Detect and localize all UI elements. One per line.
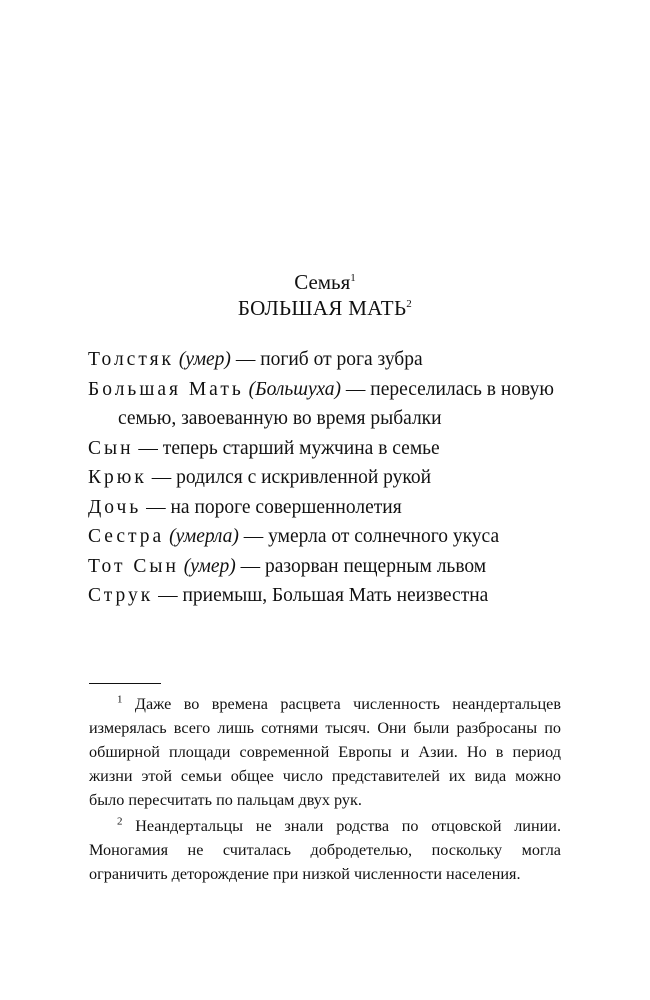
chapter-title-text: Семья xyxy=(294,270,351,294)
member-description: — переселилась в новую семью, завоеванную во время рыбалки xyxy=(118,378,554,429)
family-member-entry xyxy=(88,552,558,582)
family-member-entry xyxy=(88,581,558,611)
footnote-text: Даже во времена расцвета численность неандертальцев измерялась всего лишь сотнями тысяч. Они были разбросаны по обширной площади современной Европы и Азии. Но в период жизни этой семьи общее число представителей их вида можно было пересчитать по пальцам двух рук. xyxy=(89,695,561,809)
member-name: Струк xyxy=(88,585,154,606)
family-member-entry xyxy=(88,434,558,464)
footnote-mark: 1 xyxy=(117,693,123,706)
chapter-subtitle-text: БОЛЬШАЯ МАТЬ xyxy=(237,296,407,320)
member-description: — теперь старший мужчина в семье xyxy=(133,437,440,459)
member-name: Сын xyxy=(88,437,134,459)
member-name: Сестра xyxy=(88,526,165,547)
footnote-mark: 2 xyxy=(117,815,123,828)
family-member-entry xyxy=(88,522,558,552)
member-note: (умер) xyxy=(183,555,236,577)
family-member-entry xyxy=(88,345,558,375)
member-name: Крюк xyxy=(88,467,147,488)
member-name: Большая Мать xyxy=(88,378,244,400)
member-name: Тот Сын xyxy=(88,555,179,577)
member-description: — родился с искривленной рукой xyxy=(146,467,432,488)
member-note: (Большуха) xyxy=(248,378,342,400)
footnote-ref-1: 1 xyxy=(350,272,356,284)
member-note: (умерла) xyxy=(169,526,239,547)
member-note: (умер) xyxy=(178,349,231,370)
member-description: — умерла от солнечного укуса xyxy=(238,526,500,547)
footnotes xyxy=(89,692,561,888)
chapter-subtitle xyxy=(0,295,650,321)
footnote-ref-2: 2 xyxy=(406,298,413,310)
member-description: — на пороге совершеннолетия xyxy=(141,496,402,518)
member-name: Дочь xyxy=(88,496,142,518)
footnote-text: Неандертальцы не знали родства по отцовской линии. Моногамия не считалась добродетелью, поскольку могла ограничить деторождение при низкой численности населения. xyxy=(89,817,561,883)
member-description: — разорван пещерным львом xyxy=(235,555,487,577)
family-member-entry xyxy=(88,375,558,434)
family-member-entry xyxy=(88,463,558,493)
family-member-entry xyxy=(88,493,558,523)
member-description: — погиб от рога зубра xyxy=(230,349,423,370)
family-member-list xyxy=(88,345,558,611)
footnote-1 xyxy=(89,692,561,812)
member-name: Толстяк xyxy=(88,349,175,370)
chapter-title xyxy=(0,269,650,295)
footnote-divider xyxy=(89,683,161,684)
footnote-2 xyxy=(89,814,561,886)
member-description: — приемыш, Большая Мать неизвестна xyxy=(153,585,489,606)
